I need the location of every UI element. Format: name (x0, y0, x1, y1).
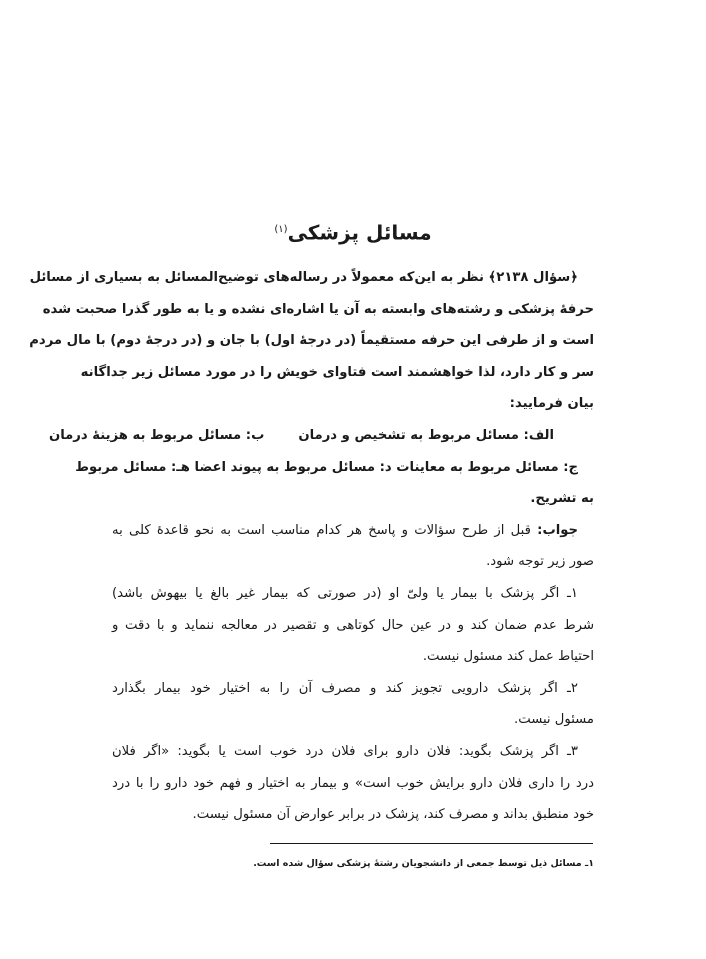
answer-point-3-line: درد را داری فلان دارو برایش خوب است» و بیمار به اختیار و فهم خود دارو را با درد (112, 775, 594, 791)
answer-line (112, 515, 594, 547)
answer-paragraph (112, 515, 594, 831)
question-line: حرفهٔ پزشکی و رشته‌های وابسته به آن یا اشاره‌ای نشده و یا به طور گذرا صحبت شده (42, 301, 594, 317)
answer-line: صور زیر توجه شود. (486, 554, 594, 570)
answer-point-1-line: احتیاط عمل کند مسئول نیست. (422, 649, 594, 665)
question-paragraph (29, 262, 594, 420)
footnote-divider (270, 843, 593, 844)
question-line: سر و کار دارد، لذا خواهشمند است فتاوای خویش را در مورد مسائل زیر جداگانه (80, 364, 594, 380)
question-line: است و از طرفی این حرفه مستقیماً (در درجهٔ اول) با جان و (در درجهٔ دوم) با مال مردم (29, 333, 594, 349)
item-jim: ج: مسائل مربوط به معاینات (396, 459, 578, 475)
question-line: ﴿سؤال ۲۱۳۸﴾ نظر به این‌که معمولاً در رساله‌های توضیح‌المسائل به بسیاری از مسائل (29, 270, 578, 285)
answer-point-3-line: خود منطبق بداند و مصرف کند، پزشک در برابر عوارض آن مسئول نیست. (192, 807, 594, 823)
item-he-continued: به تشریح. (530, 491, 594, 507)
items-row-1 (48, 420, 594, 452)
question-line: بیان فرمایید: (509, 396, 594, 412)
item-alef: الف: مسائل مربوط به تشخیص و درمان (298, 427, 554, 443)
items-row-2 (75, 452, 594, 484)
answer-point-1-line: ۱ـ اگر پزشک با بیمار یا ولیّ او (در صورتی که بیمار غیر بالغ یا بیهوش باشد) (112, 585, 578, 601)
title-footnote-marker: (۱) (274, 224, 288, 235)
answer-point-1-line: شرط عدم ضمان کند و در عین حال کوتاهی و تقصیر در معالجه ننماید و با دقت و (112, 617, 594, 633)
document-body (29, 262, 594, 831)
item-he: هـ: مسائل مربوط (75, 459, 190, 475)
answer-point-2-line: ۲ـ اگر پزشک دارویی تجویز کند و مصرف آن را به اختیار خود بیمار بگذارد (112, 680, 578, 696)
item-dal: د: مسائل مربوط به پیوند اعضا (194, 459, 392, 475)
answer-point-2-line: مسئول نیست. (514, 712, 594, 728)
question-items (48, 420, 594, 515)
answer-label: جواب: (537, 522, 578, 538)
page-title (0, 214, 706, 249)
item-be: ب: مسائل مربوط به هزینهٔ درمان (48, 427, 265, 443)
answer-intro: قبل از طرح سؤالات و پاسخ هر کدام مناسب است به نحو قاعدهٔ کلی به (112, 522, 531, 538)
title-text: مسائل پزشکی (287, 220, 432, 245)
footnote: ۱ـ مسائل ذیل توسط جمعی از دانشجویان رشتهٔ پزشکی سؤال شده است. (253, 858, 594, 869)
answer-point-3-line: ۳ـ اگر پزشک بگوید: فلان دارو برای فلان درد خوب است یا بگوید: «اگر فلان (112, 743, 578, 759)
